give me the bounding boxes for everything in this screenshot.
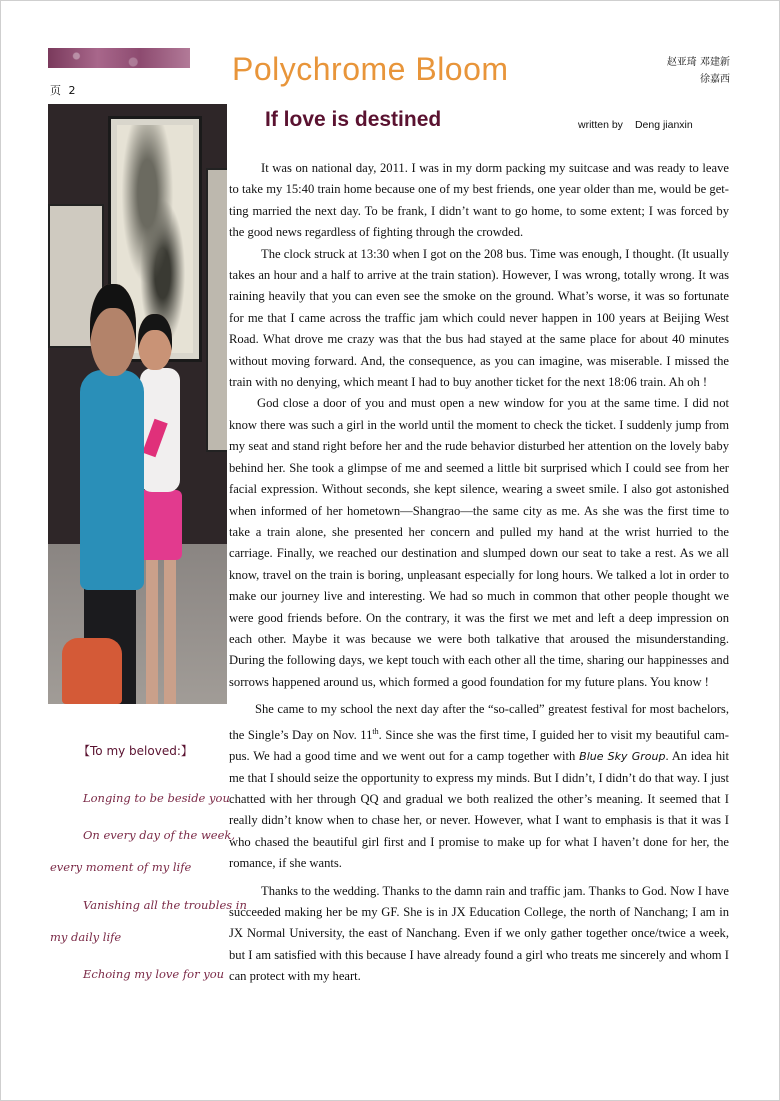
header-banner bbox=[48, 48, 190, 68]
group-name: Blue Sky Group bbox=[579, 750, 666, 764]
byline-prefix: written by bbox=[578, 119, 623, 131]
poem-line: every moment of my life bbox=[50, 860, 192, 874]
authors-line-2: 徐嘉西 bbox=[700, 74, 730, 85]
poem-heading: 【To my beloved:】 bbox=[78, 744, 193, 758]
poem-line: my daily life bbox=[50, 930, 122, 944]
poem-line: On every day of the week, bbox=[83, 828, 236, 842]
paragraph: It was on national day, 2011. I was in my dorm packing my suitcase and was ready to leave to take my 15:40 train home because one of my best friends, one year older than me, would be get-ting married the next day. To be frank, I didn’t want to go home, to some extent; I was forced by the good news regardless of fighting through the crowded. bbox=[229, 161, 729, 240]
poem-line: Vanishing all the troubles in bbox=[83, 898, 247, 912]
authors-line-1: 赵亚琦 邓建新 bbox=[666, 57, 730, 68]
poem-line: Echoing my love for you bbox=[83, 967, 225, 981]
byline-author: Deng jianxin bbox=[634, 119, 693, 131]
paragraph bbox=[229, 699, 729, 874]
superscript: th bbox=[372, 726, 379, 736]
article-body bbox=[229, 158, 729, 988]
paragraph-text: . An idea hit me that I should seize the opportunity to express my minds. But I didn’t, I didn’t do that way. I just chatted with her through QQ and gradual we both realized the other’s meaning. It seemed that I really didn’t know when to chase her, or never. However, what I want to emphasis is that it was I who chased the beautiful girl first and I promise to make up for what I haven’t done for her, the romance, if she wants. bbox=[229, 749, 730, 871]
paragraph-text: . Since she was the first time, I guided her to visit my beautiful cam-pus. We had a good time and we went out for a camp together with bbox=[229, 727, 729, 764]
couple-photo bbox=[48, 104, 227, 704]
magazine-title: Polychrome Bloom bbox=[232, 51, 509, 87]
paragraph: God close a door of you and must open a new window for you at the same time. I did not know there was such a girl in the world until the moment to check the ticket. I suddenly jump from my seat and stand right before her and the rude behavior disturbed her attention on the lovely baby behind her. She took a glimpse of me and seemed a little bit surprised which I could see from her facial expression. Without seconds, she kept silence, wearing a sweet smile. I also got astonished when informed of her hometown—Shangrao—the same city as me. As she was the first time to take a train alone, she presented her concern and pulled my hand at the wrist hurried to the carriage. Finally, we reached our destination and slumped down our seat to take a rest. As we all know, travel on the train is boring, unpleasant especially for long hours. We talked a lot in order to make our journey live and interesting. We had so much in common that other people thought we were good friends before. On the contrary, it was the first we met and left a deep impression on each other. Maybe it was because we were both talkative that aroused the misunderstanding. During the following days, we kept touch with each other all the time, sharing our happinesses and sorrows happened around us, which formed a good foundation for my future plans. You know ! bbox=[229, 396, 729, 689]
byline bbox=[578, 119, 693, 131]
paragraph-text: She came to my school the next day after the “so-called” greatest festival for most bachelors, the Single’s Day on Nov. 11 bbox=[229, 702, 729, 742]
poem-line: Longing to be beside you bbox=[83, 791, 230, 805]
article-title: If love is destined bbox=[265, 108, 442, 131]
authors bbox=[667, 54, 730, 88]
page-label: 页 2 bbox=[50, 84, 78, 97]
paragraph: Thanks to the wedding. Thanks to the damn rain and traffic jam. Thanks to God. Now I have succeeded making her be my GF. She is in JX Education College, the north of Nanchang; I am in JX Normal University, the east of Nanchang. Even if we only gather together once/twice a week, but I am satisfied with this because I have already found a girl who treats me sincerely and whom I can protect with my heart. bbox=[229, 883, 729, 984]
paragraph: The clock struck at 13:30 when I got on the 208 bus. Time was enough, I thought. (It usually takes an hour and a half to arrive at the train station). However, I was wrong, totally wrong. It was raining heavily that you can even see the smoke on the ground. What’s worse, it was so fortunate for me that I came across the traffic jam which could never happen in 100 years at Beijing West Road. What drove me crazy was that the bus had stayed at the same place for about 40 minutes without moving forward. And, the consequence, as you can imagine, was miserable. I missed the train with no denying, which meant I had to buy another ticket for the next 18:06 train. Ah oh ! bbox=[229, 246, 729, 390]
